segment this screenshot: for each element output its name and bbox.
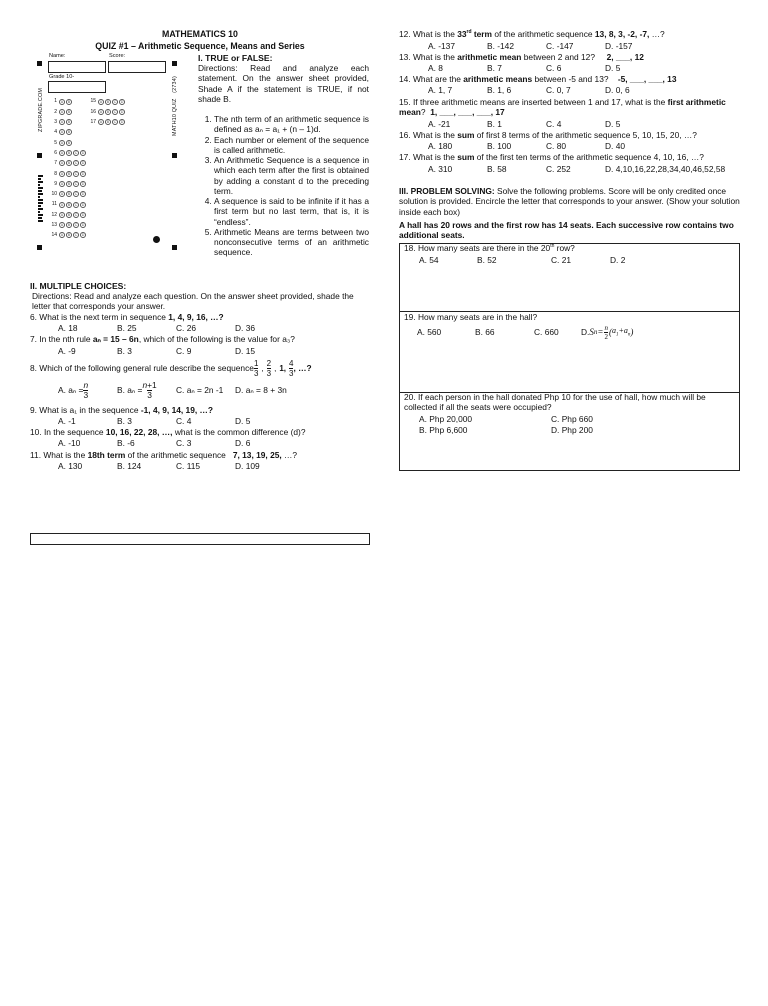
q16-text: 16. What is the	[399, 130, 458, 140]
q20-options-row1	[419, 414, 593, 424]
q16-options	[428, 141, 625, 151]
bubble-row-number: 17	[90, 119, 96, 126]
corner-marker	[37, 245, 42, 250]
q6-option-c[interactable]: C. 26	[176, 323, 197, 333]
empty-answer-box[interactable]	[30, 533, 370, 545]
answer-bubble-a[interactable]: A	[60, 192, 64, 197]
answer-bubble-c[interactable]: C	[113, 99, 117, 104]
q8-seq-tail: , …?	[293, 363, 312, 374]
quiz-vertical-label	[172, 76, 179, 136]
answer-bubble-d[interactable]: D	[81, 212, 85, 217]
q7-option-c[interactable]: C. 9	[176, 346, 192, 356]
q14-keyword: arithmetic means	[463, 74, 533, 84]
zipgrade-vertical-label: ZIPGRADE.COM	[38, 87, 44, 132]
corner-marker	[37, 61, 42, 66]
q16-option-d[interactable]: D. 40	[605, 141, 626, 151]
q13-text-mid: between 2 and 12?	[521, 52, 607, 62]
bubble-row-2	[49, 108, 73, 115]
q12-options	[428, 41, 632, 51]
part2-directions: Directions: Read and analyze each question. On the answer sheet provided, shade the letter that corresponds your answer.	[32, 291, 354, 312]
answer-bubble-a[interactable]: A	[99, 120, 103, 125]
q8-options	[58, 381, 287, 400]
q15-text-mid: ?	[420, 107, 431, 118]
q10-options	[58, 438, 250, 448]
q14-text: 14. What are the	[399, 74, 464, 84]
answer-bubble-b[interactable]: B	[67, 151, 71, 155]
q14-option-c[interactable]: C. 0, 7	[546, 85, 571, 95]
answer-bubble-b[interactable]: B	[67, 233, 71, 238]
q10-option-b[interactable]: B. -6	[117, 438, 135, 448]
answer-bubble-c[interactable]: C	[113, 109, 117, 114]
q6-text: 6. What is the next term in sequence	[30, 312, 169, 322]
q10-text: 10. In the sequence	[30, 427, 106, 437]
q6-sequence: 1, 4, 9, 16, …?	[168, 312, 224, 322]
q11-term: 18th term	[87, 450, 126, 460]
bubble-row-number: 16	[90, 108, 96, 115]
q19-option-c[interactable]: C. 660	[534, 327, 559, 338]
part1-heading: I. TRUE or FALSE:	[198, 53, 273, 63]
q7-text-end: , which of the following is the value for a₃?	[138, 334, 295, 344]
q9-option-c[interactable]: C. 4	[176, 416, 192, 426]
bubble-row-number: 4	[54, 129, 57, 136]
bubble-row-number: 14	[51, 232, 57, 239]
q20-options-row2	[419, 425, 593, 435]
answer-bubble-c[interactable]: C	[74, 161, 78, 166]
q10-text-end: what is the common difference (d)?	[172, 427, 306, 437]
q19-option-a[interactable]: A. 560	[417, 327, 442, 338]
q9-option-d[interactable]: D. 5	[235, 416, 251, 426]
q15-sequence: 1, ___, ___, ___, 17	[430, 107, 505, 118]
answer-bubble-b[interactable]: B	[67, 120, 71, 125]
bubble-row-1	[49, 98, 73, 105]
q18-option-b[interactable]: B. 52	[477, 255, 497, 265]
answer-bubble-a[interactable]: A	[60, 109, 64, 114]
q15-option-c[interactable]: C. 4	[546, 119, 562, 129]
answer-bubble-a[interactable]: A	[60, 171, 64, 176]
tf-item-2: 2. Each number or element of the sequence is called arithmetic.	[214, 135, 369, 156]
quiz-vertical-name: MATH10 QUIZ	[172, 98, 178, 136]
q11-option-d[interactable]: D. 109	[235, 461, 260, 471]
score-label: Score:	[109, 53, 126, 59]
q12-text-end: …?	[649, 29, 665, 39]
q9-option-b[interactable]: B. 3	[117, 416, 132, 426]
answer-bubble-a[interactable]: A	[60, 151, 64, 155]
corner-marker	[172, 61, 177, 66]
question-16	[399, 130, 697, 140]
q20-option-d[interactable]: D. Php 200	[551, 425, 593, 435]
q9-option-a[interactable]: A. -1	[58, 416, 76, 426]
answer-bubble-d[interactable]: D	[81, 171, 85, 176]
q18-option-a[interactable]: A. 54	[419, 255, 439, 265]
q18-option-d[interactable]: D. 2	[610, 255, 626, 265]
answer-bubble-c[interactable]: C	[74, 171, 78, 176]
answer-bubble-d[interactable]: D	[81, 181, 85, 186]
q17-option-b[interactable]: B. 58	[487, 164, 507, 174]
answer-bubble-a[interactable]: A	[60, 202, 64, 207]
bubble-row-number: 1	[54, 98, 57, 105]
quiz-vertical-id: (2734)	[172, 76, 178, 93]
q15-option-b[interactable]: B. 1	[487, 119, 502, 129]
q12-option-d[interactable]: D. -157	[605, 41, 633, 51]
q14-text-mid: between -5 and 13?	[532, 74, 618, 84]
answer-bubble-d[interactable]: D	[120, 109, 124, 114]
question-14	[399, 74, 677, 84]
q13-option-a[interactable]: A. 8	[428, 63, 443, 73]
answer-bubble-a[interactable]: A	[60, 140, 64, 145]
bubble-row-5	[49, 139, 73, 146]
q20-option-a[interactable]: A. Php 20,000	[419, 414, 473, 424]
answer-bubble-c[interactable]: C	[74, 202, 78, 207]
question-7	[30, 334, 295, 344]
tf-item-4: 4. A sequence is said to be infinite if it has a first term but no last term, that is, it is “endless”.	[214, 196, 369, 227]
answer-bubble-c[interactable]: C	[74, 212, 78, 217]
q13-option-d[interactable]: D. 5	[605, 63, 621, 73]
bubble-row-number: 5	[54, 139, 57, 146]
bubble-row-number: 13	[51, 222, 57, 229]
q11-option-a[interactable]: A. 130	[58, 461, 83, 471]
q10-option-d[interactable]: D. 6	[235, 438, 251, 448]
bubble-row-number: 9	[54, 180, 57, 187]
answer-bubble-d[interactable]: D	[120, 99, 124, 104]
true-false-list	[198, 114, 369, 258]
bubble-row-11	[49, 201, 87, 208]
part3-directions: Solve the following problems. Score will be only credited once solution is provided. Encircle the letter that corresponds to your answer. (Show your solution inside each box)	[399, 186, 740, 217]
q7-option-d[interactable]: D. 15	[235, 346, 256, 356]
q11-option-b[interactable]: B. 124	[117, 461, 142, 471]
q14-sequence: -5, ___, ___, 13	[617, 74, 677, 84]
bubble-row-number: 11	[51, 201, 57, 208]
q12-text: 12. What is the	[399, 29, 458, 39]
bubble-row-8	[49, 170, 87, 177]
q12-option-c[interactable]: C. -147	[546, 41, 574, 51]
q7-text: 7. In the nth rule	[30, 334, 93, 344]
answer-bubble-a[interactable]: A	[60, 130, 64, 135]
question-15	[399, 97, 739, 118]
bubble-row-6	[49, 150, 87, 157]
bubble-row-number: 3	[54, 119, 57, 126]
score-field[interactable]	[108, 61, 166, 73]
question-13	[399, 52, 644, 62]
answer-bubble-d[interactable]: D	[81, 233, 85, 238]
q6-option-d[interactable]: D. 36	[235, 323, 256, 333]
answer-bubble-a[interactable]: A	[60, 233, 64, 238]
q17-option-d[interactable]: D. 4,10,16,22,28,34,40,46,52,58	[605, 164, 726, 174]
q14-option-d[interactable]: D. 0, 6	[605, 85, 630, 95]
q8-option-d[interactable]: D. aₙ = 8 + 3n	[235, 385, 287, 396]
answer-bubble-c[interactable]: C	[74, 151, 78, 155]
q9-text: 9. What is a₁ in the sequence	[30, 405, 141, 415]
bubble-row-number: 10	[51, 191, 57, 198]
grade-label: Grade 10-	[49, 74, 75, 80]
q16-option-c[interactable]: C. 80	[546, 141, 567, 151]
q20-option-c[interactable]: C. Php 660	[551, 414, 593, 424]
answer-bubble-b[interactable]: B	[67, 109, 71, 114]
bubble-row-17	[88, 119, 126, 126]
question-10	[30, 427, 305, 437]
alignment-dot	[153, 236, 160, 243]
part2-heading: II. MULTIPLE CHOICES:	[30, 281, 127, 291]
q12-term: 33rd term	[457, 29, 492, 39]
part3-heading: III. PROBLEM SOLVING:	[399, 186, 495, 196]
q12-sequence: 13, 8, 3, -2, -7,	[594, 29, 650, 39]
q8-option-a[interactable]: A. aₙ = $\frac{n}{3}$	[58, 380, 89, 400]
answer-bubble-a[interactable]: A	[99, 99, 103, 104]
answer-bubble-d[interactable]: D	[81, 192, 85, 197]
corner-marker	[172, 245, 177, 250]
q15-option-d[interactable]: D. 5	[605, 119, 621, 129]
answer-bubble-a[interactable]: A	[60, 99, 64, 104]
bubble-row-14	[49, 232, 87, 239]
answer-bubble-d[interactable]: D	[81, 202, 85, 207]
q15-keyword: first arithmetic mean	[399, 97, 726, 118]
answer-bubble-b[interactable]: B	[67, 192, 71, 197]
answer-bubble-a[interactable]: A	[60, 120, 64, 125]
bubble-row-15	[88, 98, 126, 105]
q11-text-mid: of the arithmetic sequence	[125, 450, 233, 460]
q11-text: 11. What is the	[30, 450, 88, 460]
tf-item-5: 5. Arithmetic Means are terms between two nonconsecutive terms of an arithmetic sequence.	[214, 227, 369, 258]
q18-option-c[interactable]: C. 21	[551, 255, 572, 265]
answer-bubble-b[interactable]: B	[106, 109, 110, 114]
question-17	[399, 152, 704, 162]
q15-options	[428, 119, 620, 129]
barcode	[38, 175, 43, 222]
q6-option-a[interactable]: A. 18	[58, 323, 78, 333]
answer-bubble-a[interactable]: A	[99, 109, 103, 114]
grade-field[interactable]	[48, 81, 106, 93]
answer-bubble-b[interactable]: B	[67, 212, 71, 217]
q7-options	[58, 346, 255, 356]
q17-text: 17. What is the	[399, 152, 458, 162]
answer-bubble-c[interactable]: C	[74, 192, 78, 197]
bubble-row-7	[49, 160, 87, 167]
question-12	[399, 29, 665, 39]
q14-options	[428, 85, 630, 95]
answer-bubble-a[interactable]: A	[60, 212, 64, 217]
answer-bubble-c[interactable]: C	[74, 223, 78, 228]
answer-bubble-b[interactable]: B	[106, 99, 110, 104]
q13-text: 13. What is the	[399, 52, 458, 62]
q8-sequence-fractions: 1 3 , 2 3 , 1, 4 3	[253, 359, 294, 378]
answer-bubble-b[interactable]: B	[67, 140, 71, 145]
q17-text-end: of the first ten terms of the arithmetic sequence 4, 10, 16, …?	[474, 152, 704, 162]
bubble-row-9	[49, 180, 87, 187]
q12-option-a[interactable]: A. -137	[428, 41, 456, 51]
name-field[interactable]	[48, 61, 106, 73]
q13-options	[428, 63, 620, 73]
bubble-row-12	[49, 211, 87, 218]
q12-option-b[interactable]: B. -142	[487, 41, 515, 51]
subject-title: MATHEMATICS 10	[162, 29, 238, 39]
q15-text: 15. If three arithmetic means are inserted between 1 and 17, what is the	[399, 97, 668, 107]
q13-option-c[interactable]: C. 6	[546, 63, 562, 73]
answer-bubble-b[interactable]: B	[67, 171, 71, 176]
bubble-row-10	[49, 191, 87, 198]
answer-bubble-a[interactable]: A	[60, 161, 64, 166]
answer-bubble-d[interactable]: D	[81, 161, 85, 166]
answer-bubble-d[interactable]: D	[120, 120, 124, 125]
q11-options	[58, 461, 260, 471]
answer-bubble-c[interactable]: C	[113, 120, 117, 125]
q13-keyword: arithmetic mean	[457, 52, 522, 62]
q16-text-end: of first 8 terms of the arithmetic sequence 5, 10, 15, 20, …?	[474, 130, 697, 140]
bubble-row-13	[49, 222, 87, 229]
q19-option-b[interactable]: B. 66	[475, 327, 495, 338]
answer-bubble-a[interactable]: A	[60, 181, 64, 186]
answer-bubble-b[interactable]: B	[67, 130, 71, 135]
q16-option-a[interactable]: A. 180	[428, 141, 453, 151]
answer-bubble-c[interactable]: C	[74, 233, 78, 238]
sum-formula: S n = n 2 ( $a_1+a_n$ )	[589, 324, 634, 341]
question-9	[30, 405, 213, 415]
q8-option-b[interactable]: B. aₙ = $\frac{n+1}{3}$	[117, 380, 157, 400]
corner-marker	[172, 153, 177, 158]
question-6	[30, 312, 224, 322]
q18-solution-box[interactable]	[399, 243, 740, 312]
q17-option-c[interactable]: C. 252	[546, 164, 571, 174]
answer-bubble-a[interactable]: A	[60, 223, 64, 228]
q11-sequence: 7, 13, 19, 25,	[232, 450, 282, 460]
q20-option-b[interactable]: B. Php 6,600	[419, 425, 468, 435]
q12-text-mid: of the arithmetic sequence	[492, 29, 595, 39]
corner-marker	[37, 153, 42, 158]
q13-sequence: 2, ___, 12	[606, 52, 644, 62]
q10-option-c[interactable]: C. 3	[176, 438, 192, 448]
bubble-row-number: 7	[54, 160, 57, 167]
answer-bubble-b[interactable]: B	[106, 120, 110, 125]
answer-bubble-d[interactable]: D	[81, 223, 85, 228]
q19-options	[417, 324, 633, 341]
q11-text-end: …?	[281, 450, 298, 460]
tf-item-1: 1. The nth term of an arithmetic sequence is defined as aₙ = a₁ + (n – 1)d.	[214, 114, 369, 135]
bubble-row-16	[88, 108, 126, 115]
quiz-title: QUIZ #1 – Arithmetic Sequence, Means and Series	[95, 41, 305, 51]
answer-bubble-d[interactable]: D	[81, 151, 85, 155]
q16-option-b[interactable]: B. 100	[487, 141, 512, 151]
q8-text: 8. Which of the following general rule describe the sequence	[30, 363, 254, 374]
part3-directions-block	[399, 186, 740, 217]
bubble-row-number: 6	[54, 149, 57, 156]
q9-sequence: -1, 4, 9, 14, 19, …?	[140, 405, 213, 415]
question-19: 19. How many seats are in the hall?	[404, 312, 538, 322]
q10-sequence: 10, 16, 22, 28, …,	[105, 427, 173, 437]
q13-option-b[interactable]: B. 7	[487, 63, 502, 73]
bubble-row-number: 2	[54, 108, 57, 115]
q15-option-a[interactable]: A. -21	[428, 119, 451, 129]
q14-option-a[interactable]: A. 1, 7	[428, 85, 453, 95]
q17-option-a[interactable]: A. 310	[428, 164, 453, 174]
question-18: 18. How many seats are there in the 20th row?	[404, 243, 575, 253]
answer-bubble-b[interactable]: B	[67, 161, 71, 166]
question-11	[30, 450, 297, 460]
answer-bubble-b[interactable]: B	[67, 181, 71, 186]
q8-option-c[interactable]: C. aₙ = 2n -1	[176, 385, 224, 396]
q11-option-c[interactable]: C. 115	[176, 461, 201, 471]
q6-option-b[interactable]: B. 25	[117, 323, 137, 333]
answer-bubble-c[interactable]: C	[74, 181, 78, 186]
q7-option-b[interactable]: B. 3	[117, 346, 132, 356]
question-20: 20. If each person in the hall donated Php 10 for the use of hall, how much will be collected if all the seats were occupied?	[404, 392, 706, 413]
q17-keyword: sum	[457, 152, 475, 162]
answer-bubble-b[interactable]: B	[67, 99, 71, 104]
bubble-row-number: 8	[54, 170, 57, 177]
q17-options	[428, 164, 725, 174]
hall-problem-text: A hall has 20 rows and the first row has 14 seats. Each successive row contains two additional seats.	[399, 220, 734, 241]
tf-item-3: 3. An Arithmetic Sequence is a sequence in which each term after the first is obtained by adding a constant d to the preceding term.	[214, 155, 369, 196]
part1-directions: Directions: Read and analyze each statement. On the answer sheet provided, Shade A if the statement is TRUE, if not shade B.	[198, 63, 369, 104]
q7-rule: aₙ = 15 – 6n	[92, 334, 139, 344]
q9-options	[58, 416, 250, 426]
bubble-row-number: 12	[51, 211, 57, 218]
answer-bubble-b[interactable]: B	[67, 223, 71, 228]
name-label: Name:	[49, 53, 66, 59]
bubble-row-4	[49, 129, 73, 136]
q7-option-a[interactable]: A. -9	[58, 346, 76, 356]
q19-option-d[interactable]: D. S n = n 2 ( $a_1+a_n$ )	[581, 324, 634, 341]
question-8	[30, 359, 312, 378]
q10-option-a[interactable]: A. -10	[58, 438, 81, 448]
bubble-row-number: 15	[90, 98, 96, 105]
q14-option-b[interactable]: B. 1, 6	[487, 85, 512, 95]
q18-options	[419, 255, 625, 265]
bubble-row-3	[49, 119, 73, 126]
q6-options	[58, 323, 255, 333]
answer-bubble-b[interactable]: B	[67, 202, 71, 207]
q16-keyword: sum	[457, 130, 475, 140]
